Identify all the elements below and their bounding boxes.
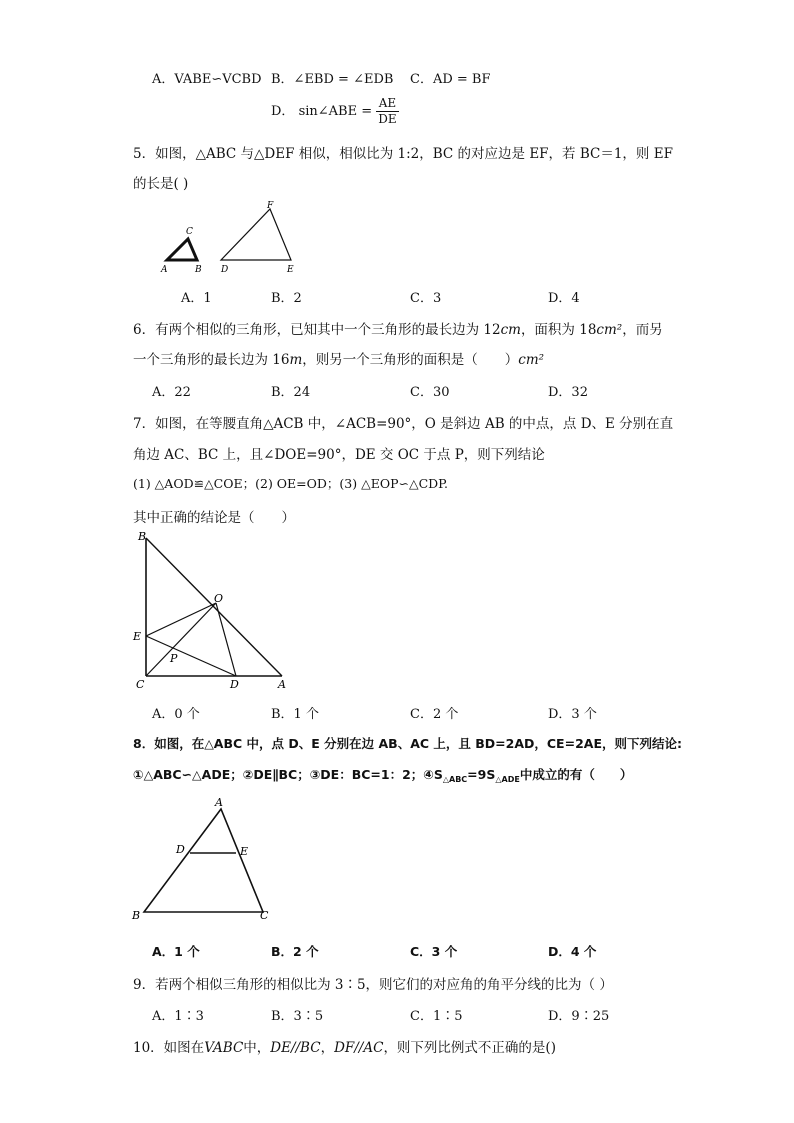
label-e: E: [133, 630, 142, 643]
label-e: E: [287, 265, 294, 275]
q4-option-d-fraction: [376, 96, 398, 127]
q6-option-a: A．22: [152, 385, 191, 400]
q7-option-b: B．1 个: [271, 707, 319, 722]
q5-option-c: C．3: [410, 291, 442, 306]
q8-text-b: =9S: [467, 767, 496, 782]
q9-option-b: B．3∶5: [271, 1009, 324, 1024]
label-c: C: [136, 678, 145, 691]
label-o: O: [214, 592, 224, 605]
label-c: C: [186, 227, 193, 237]
label-p: P: [170, 652, 178, 665]
q7-stem-line3: (1) △AOD≌△COE；(2) OE=OD；(3) △EOP∽△CDP.: [133, 476, 449, 491]
q6-stem-line1: [133, 318, 663, 338]
q10-cond-de-bc: DE//BC: [270, 1040, 321, 1056]
q10-sep: ，: [320, 1040, 335, 1056]
label-c: C: [260, 909, 269, 922]
q10-stem: [133, 1036, 556, 1056]
q10-triangle: VABC: [204, 1040, 244, 1056]
label-b: B: [195, 265, 202, 275]
unit-cm: cm: [500, 322, 521, 338]
label-a: A: [161, 265, 168, 275]
unit-m: m: [289, 352, 303, 368]
q5-figure: [155, 198, 305, 278]
label-d: D: [221, 265, 229, 275]
q7-stem-line1: 7．如图，在等腰直角△ACB 中，∠ACB=90°，O 是斜边 AB 的中点，点 D、E 分别在直: [133, 416, 674, 432]
q6-option-c: C．30: [410, 385, 450, 400]
q5-option-d: D．4: [548, 291, 580, 306]
q6-text-e: ，则另一个三角形的面积是（ ）: [302, 352, 519, 368]
q5-stem-line2: 的长是( ): [133, 176, 189, 192]
unit-cm2: cm²: [596, 322, 623, 338]
subscript-ade: △ADE: [495, 775, 520, 784]
q4-option-a: A．VABE∽VCBD: [152, 72, 262, 87]
q8-text-a: ①△ABC∽△ADE；②DE∥BC；③DE：BC=1：2；④S: [133, 767, 443, 782]
q5-option-b: B．2: [271, 291, 302, 306]
q10-text-a: 10．如图在: [133, 1040, 205, 1056]
q8-stem-line1: 8．如图，在△ABC 中，点 D、E 分别在边 AB、AC 上，且 BD=2AD，CE=2AE，则下列结论:: [133, 736, 682, 751]
fraction-denominator: DE: [378, 112, 397, 126]
q6-text-b: ，面积为 18: [520, 322, 597, 338]
q6-text-c: ，而另: [622, 322, 663, 338]
q8-option-c: C．3 个: [410, 944, 458, 959]
q8-text-c: 中成立的有（ ）: [519, 767, 633, 782]
q8-stem-line2: [133, 765, 632, 784]
q7-option-c: C．2 个: [410, 707, 459, 722]
q9-option-a: A．1∶3: [152, 1009, 204, 1024]
q5-option-a: A．1: [181, 291, 212, 306]
q10-text-c: ，则下列比例式不正确的是(): [383, 1040, 556, 1056]
fraction-numerator: AE: [376, 96, 398, 112]
q7-stem-line2: 角边 AC、BC 上，且∠DOE=90°，DE 交 OC 于点 P，则下列结论: [133, 447, 545, 463]
q10-cond-df-ac: DF//AC: [334, 1040, 384, 1056]
label-a: A: [278, 678, 286, 691]
q7-option-d: D．3 个: [548, 707, 597, 722]
q8-option-b: B．2 个: [271, 944, 319, 959]
subscript-abc: △ABC: [442, 775, 468, 784]
triangle-def: [221, 209, 291, 260]
label-b: B: [138, 530, 147, 543]
q7-figure: [130, 526, 300, 696]
triangle-abc: [144, 809, 263, 912]
label-b: B: [132, 909, 141, 922]
q6-option-b: B．24: [271, 385, 311, 400]
triangle-abc: [167, 239, 197, 260]
q4-option-c: C．AD = BF: [410, 72, 491, 87]
q5-stem-line1: 5．如图，△ABC 与△DEF 相似，相似比为 1:2，BC 的对应边是 EF，若 BC＝1，则 EF: [133, 146, 673, 162]
unit-cm2-end: cm²: [518, 352, 545, 368]
q9-option-d: D．9∶25: [548, 1009, 610, 1024]
q10-text-b: 中，: [243, 1040, 271, 1056]
q6-text-a: 6．有两个相似的三角形，已知其中一个三角形的最长边为 12: [133, 322, 501, 338]
q4-option-d-prefix: D．: [271, 104, 295, 119]
q6-text-d: 一个三角形的最长边为 16: [133, 352, 290, 368]
q4-option-b: B．∠EBD = ∠EDB: [271, 72, 394, 87]
label-d: D: [230, 678, 239, 691]
q4-option-d-func: sin∠ABE =: [298, 104, 373, 119]
q6-option-d: D．32: [548, 385, 588, 400]
q9-option-c: C．1∶5: [410, 1009, 463, 1024]
label-f: F: [267, 201, 274, 211]
q4-option-d: [271, 96, 399, 127]
label-e: E: [240, 845, 249, 858]
q7-stem-line4: 其中正确的结论是（ ）: [133, 510, 295, 526]
q8-option-a: A．1 个: [152, 944, 200, 959]
q6-stem-line2: [133, 348, 544, 368]
q9-stem: 9．若两个相似三角形的相似比为 3∶5，则它们的对应角的角平分线的比为（ ）: [133, 977, 613, 993]
q7-option-a: A．0 个: [152, 707, 200, 722]
q8-option-d: D．4 个: [548, 944, 597, 959]
q8-figure: [128, 793, 278, 925]
label-d: D: [176, 843, 185, 856]
label-a: A: [215, 796, 223, 809]
